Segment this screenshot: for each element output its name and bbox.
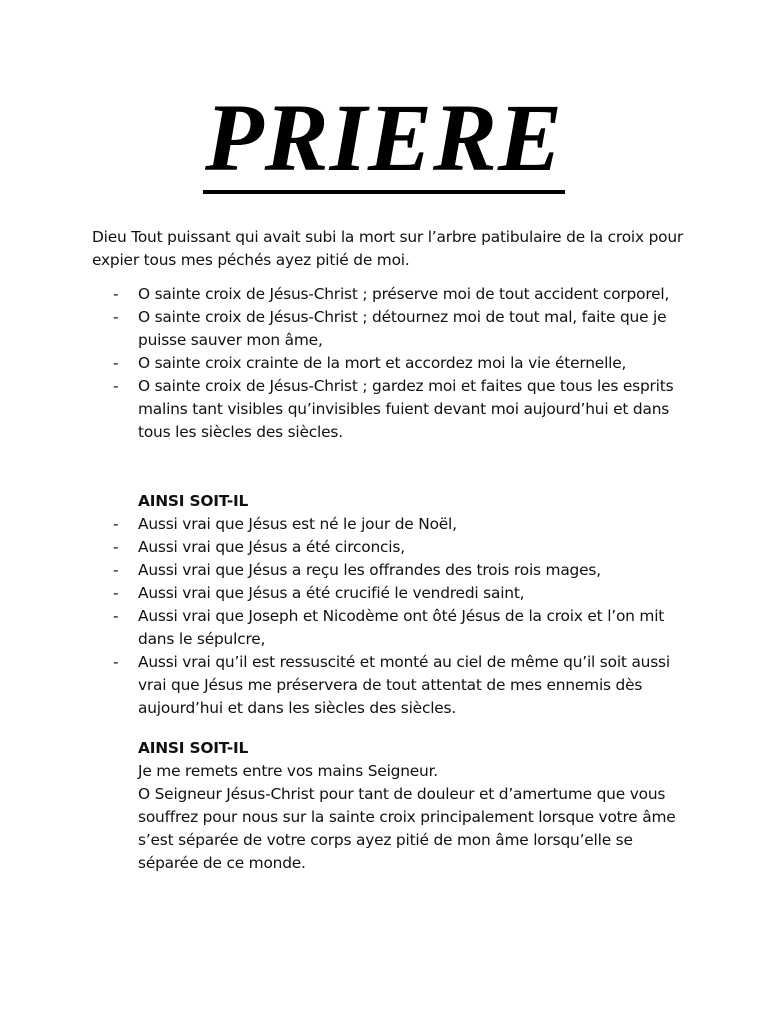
list-item-text: Aussi vrai que Jésus a reçu les offrandes des trois rois mages,	[138, 561, 601, 579]
list-item	[0, 559, 678, 582]
list-item-text: Aussi vrai que Jésus a été crucifié le vendredi saint,	[138, 584, 525, 602]
list-item	[0, 306, 678, 352]
document-title	[0, 86, 768, 194]
list-marker: -	[113, 653, 119, 671]
list-marker: -	[113, 538, 119, 556]
list-marker: -	[113, 584, 119, 602]
intro-paragraph	[92, 226, 692, 272]
list-marker: -	[113, 561, 119, 579]
list-marker: -	[113, 308, 119, 326]
amen-heading-2: AINSI SOIT-IL	[138, 739, 249, 757]
list-item	[0, 375, 678, 444]
list-item-text: Aussi vrai que Joseph et Nicodème ont ôté Jésus de la croix et l’on mit dans le sépulcre,	[138, 607, 665, 648]
list-item	[0, 283, 678, 306]
list-item-text: Aussi vrai que Jésus a été circoncis,	[138, 538, 405, 556]
list-item	[0, 582, 678, 605]
list-item-text: O sainte croix de Jésus-Christ ; préserve moi de tout accident corporel,	[138, 285, 670, 303]
list-marker: -	[113, 377, 119, 395]
title-text: PRIERE	[203, 86, 565, 194]
list-marker: -	[113, 354, 119, 372]
list-item	[0, 651, 678, 720]
list-item-text: O sainte croix crainte de la mort et accordez moi la vie éternelle,	[138, 354, 627, 372]
list-item	[0, 605, 678, 651]
list-item	[0, 536, 678, 559]
list-marker: -	[113, 607, 119, 625]
invocation-list-1	[0, 283, 678, 444]
list-item-text: Aussi vrai que Jésus est né le jour de Noël,	[138, 515, 457, 533]
amen-heading-1: AINSI SOIT-IL	[138, 492, 249, 510]
closing-paragraph	[138, 760, 683, 875]
closing-line-1: Je me remets entre vos mains Seigneur.	[138, 762, 438, 780]
list-item-text: O sainte croix de Jésus-Christ ; gardez moi et faites que tous les esprits malins tant visibles qu’invisibles fuient devant moi aujourd’hui et dans tous les siècles des siècles.	[138, 377, 674, 441]
list-marker: -	[113, 285, 119, 303]
list-item-text: Aussi vrai qu’il est ressuscité et monté au ciel de même qu’il soit aussi vrai que Jésus me préservera de tout attentat de mes ennemis dès aujourd’hui et dans les siècles des siècles.	[138, 653, 670, 717]
list-marker: -	[113, 515, 119, 533]
closing-line-2: O Seigneur Jésus-Christ pour tant de douleur et d’amertume que vous souffrez pour nous sur la sainte croix principalement lorsque votre âme s’est séparée de votre corps ayez pitié de mon âme lorsqu’elle se séparée de ce monde.	[138, 785, 676, 872]
list-item-text: O sainte croix de Jésus-Christ ; détournez moi de tout mal, faite que je puisse sauver mon âme,	[138, 308, 667, 349]
list-item	[0, 513, 678, 536]
intro-text: Dieu Tout puissant qui avait subi la mort sur l’arbre patibulaire de la croix pour expier tous mes péchés ayez pitié de moi.	[92, 228, 684, 269]
invocation-list-2	[0, 513, 678, 720]
list-item	[0, 352, 678, 375]
